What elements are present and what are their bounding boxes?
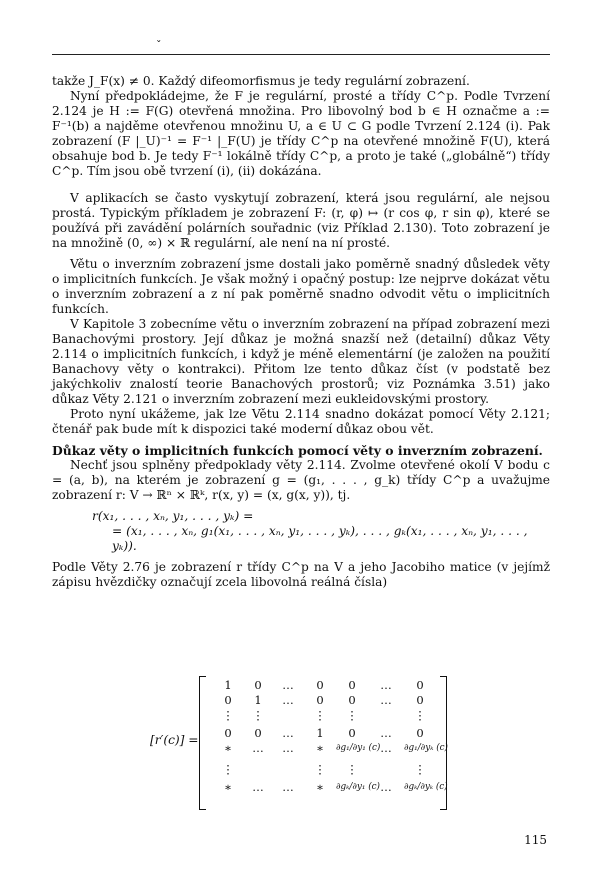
matrix-cell: 0 [316, 678, 324, 692]
matrix-cell: ∗ [316, 780, 324, 794]
matrix-cell: ⋮ [414, 762, 426, 776]
matrix-cell: ⋮ [346, 762, 358, 776]
matrix-cell: … [380, 780, 392, 794]
matrix-cell: ∂g₁/∂y₁ (c) [336, 743, 381, 753]
matrix-cell: 1 [224, 678, 232, 692]
matrix-cell: ∗ [224, 780, 232, 794]
matrix-cell: … [380, 741, 392, 755]
paragraph-1: takže J_F(x) ≠ 0. Každý difeomorfismus je tedy regulární zobrazení. [52, 74, 470, 88]
paragraph-6: Proto nyní ukážeme, jak lze Větu 2.114 snadno dokázat pomocí Věty 2.121; čtenář pak bude mít k dispozici také moderní důkaz obou vět. [52, 407, 550, 436]
matrix-cell: … [252, 780, 264, 794]
spacer [52, 179, 550, 191]
matrix-cell: 1 [316, 726, 324, 740]
matrix-cell: 1 [254, 693, 262, 707]
matrix-grid [208, 676, 448, 808]
matrix-cell: 0 [224, 726, 232, 740]
page-number: 115 [524, 833, 547, 847]
matrix-cell: 0 [348, 678, 356, 692]
matrix-cell: … [282, 741, 294, 755]
paragraph-5: V Kapitole 3 zobecníme větu o inverzním zobrazení na případ zobrazení mezi Banachovými prostory. Její důkaz je možná snazší než (detailní) důkaz Věty 2.114 o implicitních funkcích, i když je méně elementární (je založen na použití Banachovy věty o kontrakci). Přitom lze tento důkaz číst (v podstatě bez jakýchkoliv znalostí teorie Banachových prostorů; viz Poznámka 3.51) jako důkaz Věty 2.121 o inverzním zobrazení mezi eukleidovskými prostory. [52, 317, 550, 406]
matrix-cell: ⋮ [346, 708, 358, 722]
matrix-cell: ∂gₖ/∂y₁ (c) [336, 782, 380, 792]
paragraph-4: Větu o inverzním zobrazení jsme dostali jako poměrně snadný důsledek věty o implicitních funkcích. Je však možný i opačný postup: lze nejprve dokázat větu o inverzním zobrazení a z ní pak poměrně snadno odvodit větu o implicitních funkcích. [52, 257, 550, 316]
matrix-cell: 0 [224, 693, 232, 707]
matrix-cell: 0 [348, 726, 356, 740]
matrix-label: [r′(c)] = [150, 733, 199, 747]
left-bracket [199, 676, 206, 810]
jacobi-matrix [150, 676, 450, 810]
matrix-cell: 0 [348, 693, 356, 707]
matrix-cell: … [380, 678, 392, 692]
matrix-cell: … [380, 693, 392, 707]
proof-heading: Důkaz věty o implicitních funkcích pomocí věty o inverzním zobrazení. [52, 443, 543, 458]
matrix-cell: ∂gₖ/∂yₖ (c) [404, 782, 448, 792]
matrix-cell: ⋮ [252, 708, 264, 722]
matrix-cell: … [282, 693, 294, 707]
matrix-cell: ∂g₁/∂yₖ (c) [404, 743, 448, 753]
body-text [52, 74, 550, 590]
matrix-cell: ⋮ [314, 708, 326, 722]
matrix-cell: … [282, 726, 294, 740]
matrix-cell: 0 [316, 693, 324, 707]
paragraph-3: V aplikacích se často vyskytují zobrazení, která jsou regulární, ale nejsou prostá. Typickým příkladem je zobrazení F: (r, φ) ↦ (r cos φ, r sin φ), které se používá při zavádění polárních souřadnic (viz Příklad 2.130). Toto zobrazení je na množině (0, ∞) × ℝ regulární, ale není na ní prosté. [52, 191, 550, 250]
matrix-cell: … [282, 780, 294, 794]
paragraph-7: Nechť jsou splněny předpoklady věty 2.114. Zvolme otevřené okolí V bodu c = (a, b), na kterém je zobrazení g = (g₁, . . . , g_k) třídy C^p a uvažujme zobrazení r: V → ℝⁿ × ℝᵏ, r(x, y) = (x, g(x, y)), tj. [52, 458, 550, 502]
matrix-cell: 0 [416, 726, 424, 740]
matrix-cell: ⋮ [314, 762, 326, 776]
matrix-cell: … [252, 741, 264, 755]
matrix-cell: ∗ [224, 741, 232, 755]
matrix-cell: ⋮ [222, 762, 234, 776]
header-rule [52, 54, 550, 55]
matrix-cell: 0 [254, 678, 262, 692]
matrix-cell: 0 [254, 726, 262, 740]
matrix-cell: 0 [416, 678, 424, 692]
matrix-cell: ⋮ [414, 708, 426, 722]
matrix-cell: 0 [416, 693, 424, 707]
paragraph-8: Podle Věty 2.76 je zobrazení r třídy C^p na V a jeho Jacobiho matice (v jejímž zápisu hvězdičky označují zcela libovolná reálná čísla) [52, 560, 550, 589]
equation-line-1: r(x₁, . . . , xₙ, y₁, . . . , yₖ) = [92, 509, 254, 523]
matrix-cell: ⋮ [222, 708, 234, 722]
running-header-mark: ˇ [156, 39, 162, 52]
matrix-cell: ∗ [316, 741, 324, 755]
paragraph-2: Nyní předpokládejme, že F je regulární, prosté a třídy C^p. Podle Tvrzení 2.124 je H := F(G) otevřená množina. Pro libovolný bod b ∈ H označme a := F⁻¹(b) a najděme otevřenou množinu U, a ∈ U ⊂ G podle Tvrzení 2.124 (i). Pak zobrazení (F |_U)⁻¹ = F⁻¹ |_F(U) je třídy C^p na otevřené množině F(U), která obsahuje bod b. Je tedy F⁻¹ lokálně třídy C^p, a proto je také („globálně“) třídy C^p. Tím jsou obě tvrzení (i), (ii) dokázána. [52, 89, 550, 178]
matrix-cell: … [380, 726, 392, 740]
matrix-cell: … [282, 678, 294, 692]
equation-line-2: = (x₁, . . . , xₙ, g₁(x₁, . . . , xₙ, y₁, . . . , yₖ), . . . , gₖ(x₁, . . . , xₙ, y₁, . . . , yₖ)). [112, 524, 528, 553]
